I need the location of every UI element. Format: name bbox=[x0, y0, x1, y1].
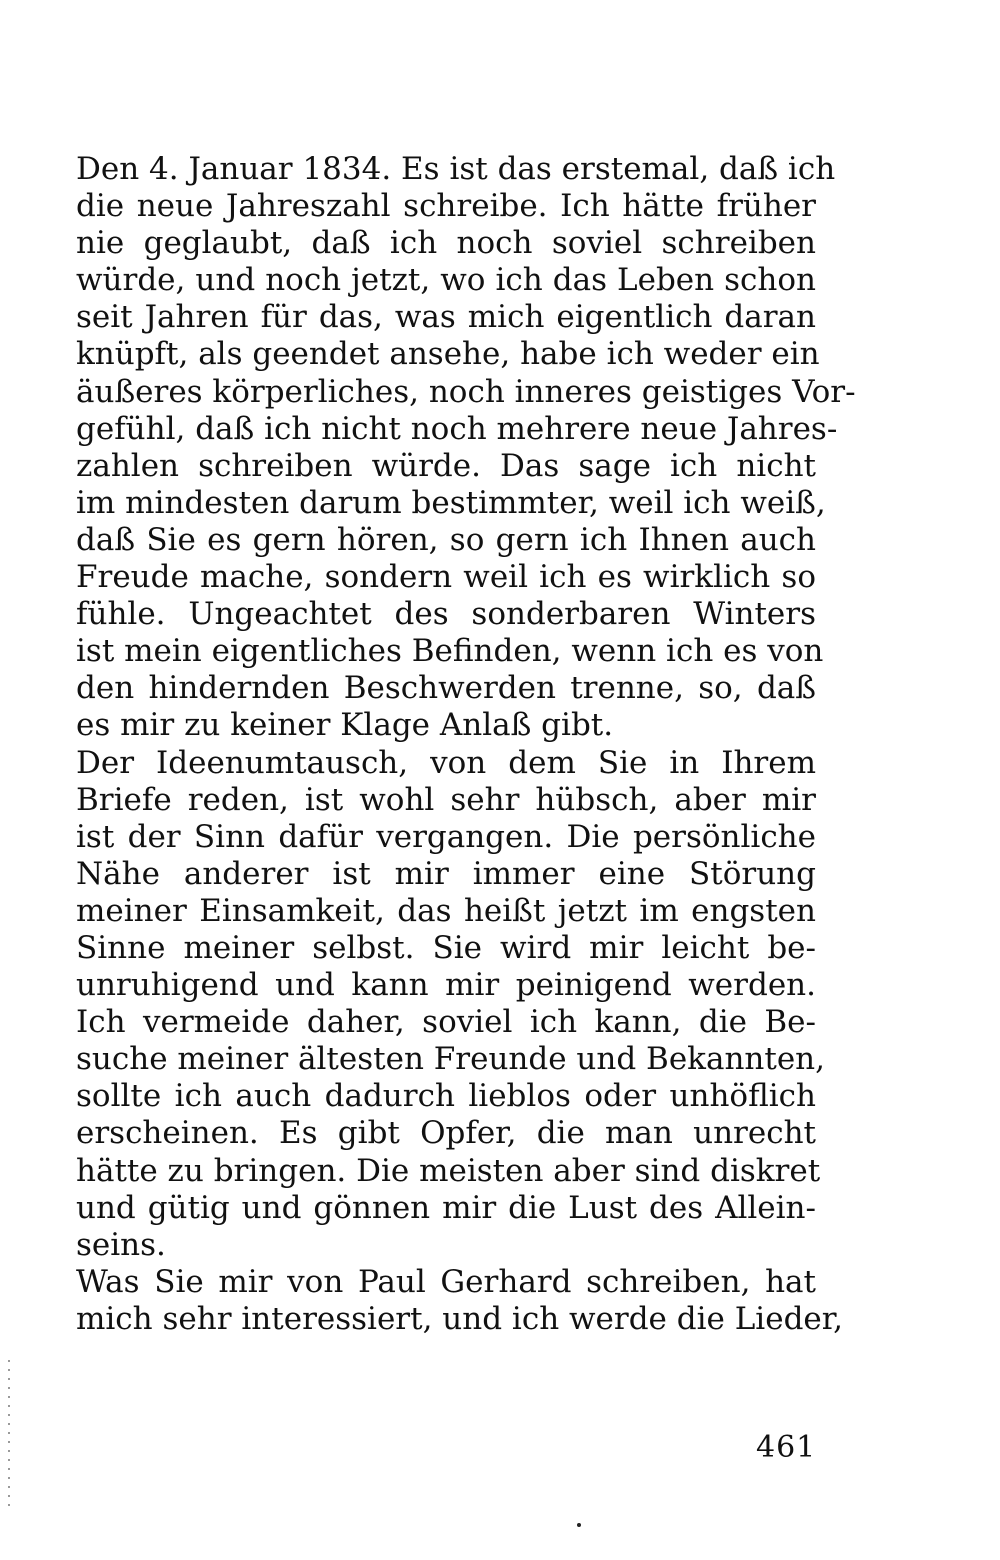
text-line: Sinne meiner selbst. Sie wird mir leicht be- bbox=[76, 929, 816, 966]
text-line: sollte ich auch dadurch lieblos oder unhöflich bbox=[76, 1078, 816, 1115]
text-line: Freude mache, sondern weil ich es wirklich so bbox=[76, 559, 816, 596]
text-line: daß Sie es gern hören, so gern ich Ihnen auch bbox=[76, 521, 816, 558]
text-line: seit Jahren für das, was mich eigentlich daran bbox=[76, 299, 816, 336]
text-line: Ich vermeide daher, soviel ich kann, die Be- bbox=[76, 1004, 816, 1041]
text-line: zahlen schreiben würde. Das sage ich nicht bbox=[76, 447, 816, 484]
body-text bbox=[76, 151, 856, 1338]
text-line: knüpft, als geendet ansehe, habe ich weder ein bbox=[76, 336, 820, 373]
page-number: 461 bbox=[756, 1430, 817, 1465]
text-line: die neue Jahreszahl schreibe. Ich hätte früher bbox=[76, 188, 816, 225]
text-line: seins. bbox=[76, 1226, 166, 1263]
text-line: Nähe anderer ist mir immer eine Störung bbox=[76, 855, 816, 892]
text-line: ist mein eigentliches Befinden, wenn ich es von bbox=[76, 633, 824, 670]
text-line: würde, und noch jetzt, wo ich das Leben schon bbox=[76, 262, 816, 299]
text-line: unruhigend und kann mir peinigend werden. bbox=[76, 967, 816, 1004]
text-line: äußeres körperliches, noch inneres geistiges Vor- bbox=[76, 373, 856, 410]
text-line: Der Ideenumtausch, von dem Sie in Ihrem bbox=[76, 744, 816, 781]
text-line: fühle. Ungeachtet des sonderbaren Winters bbox=[76, 596, 816, 633]
text-line: erscheinen. Es gibt Opfer, die man unrecht bbox=[76, 1115, 816, 1152]
text-line: den hindernden Beschwerden trenne, so, daß bbox=[76, 670, 816, 707]
print-speck bbox=[577, 1523, 581, 1527]
text-line: Den 4. Januar 1834. Es ist das erstemal, daß ich bbox=[76, 151, 836, 187]
text-line: meiner Einsamkeit, das heißt jetzt im engsten bbox=[76, 892, 816, 929]
text-line: hätte zu bringen. Die meisten aber sind diskret bbox=[76, 1152, 821, 1189]
text-line: Was Sie mir von Paul Gerhard schreiben, hat bbox=[76, 1263, 816, 1300]
text-line: nie geglaubt, daß ich noch soviel schreiben bbox=[76, 225, 816, 262]
text-line: gefühl, daß ich nicht noch mehrere neue Jahres- bbox=[76, 410, 838, 447]
scan-margin-marks bbox=[8, 1360, 10, 1510]
text-line: mich sehr interessiert, und ich werde die Lieder, bbox=[76, 1300, 844, 1337]
text-line: und gütig und gönnen mir die Lust des Allein- bbox=[76, 1189, 816, 1226]
text-line: es mir zu keiner Klage Anlaß gibt. bbox=[76, 707, 614, 744]
text-line: im mindesten darum bestimmter, weil ich weiß, bbox=[76, 484, 826, 521]
text-line: Briefe reden, ist wohl sehr hübsch, aber mir bbox=[76, 781, 816, 818]
text-line: suche meiner ältesten Freunde und Bekannten, bbox=[76, 1041, 825, 1078]
text-line: ist der Sinn dafür vergangen. Die persönliche bbox=[76, 818, 816, 855]
